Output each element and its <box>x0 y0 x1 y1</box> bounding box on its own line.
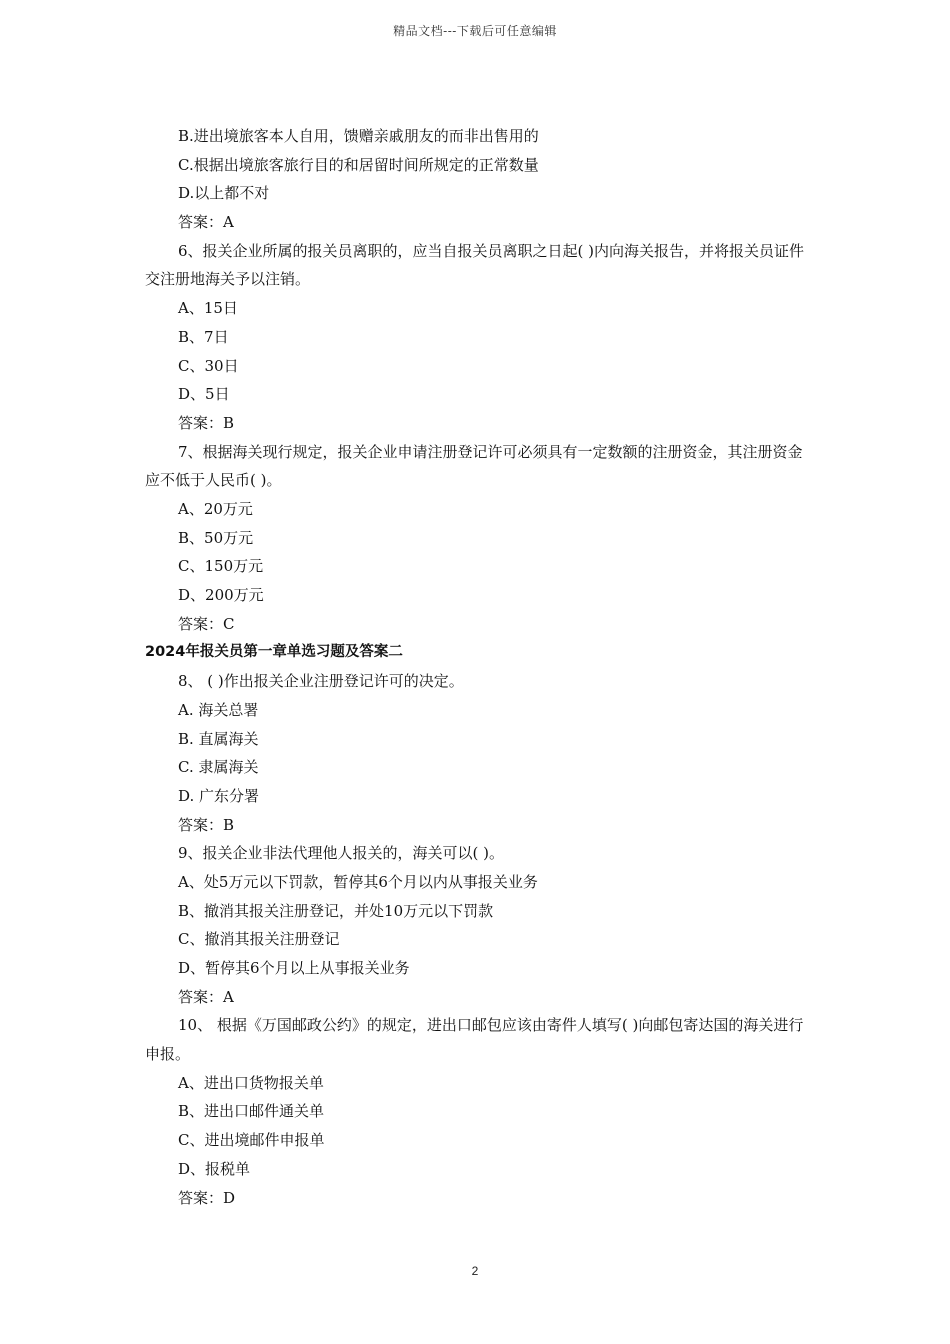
option-line: D、报税单 <box>178 1159 251 1178</box>
option-line: B、撤消其报关注册登记，并处10万元以下罚款 <box>178 901 494 920</box>
option-line: C. 隶属海关 <box>178 758 259 777</box>
option-line: B、7日 <box>178 327 229 346</box>
option-line: A、15日 <box>178 299 238 318</box>
option-line: D、5日 <box>178 385 230 404</box>
option-line: D. 广东分署 <box>178 786 260 805</box>
question-9: 9、报关企业非法代理他人报关的，海关可以( )。 <box>178 844 505 863</box>
answer-line: 答案：A <box>178 987 234 1006</box>
page-number: 2 <box>471 1264 479 1278</box>
option-line: A、20万元 <box>178 500 253 518</box>
answer-line: 答案：B <box>178 413 235 432</box>
option-line: C、150万元 <box>178 557 264 576</box>
answer-line: 答案：D <box>178 1188 236 1207</box>
question-10: 10、 根据《万国邮政公约》的规定，进出口邮包应该由寄件人填写( )向邮包寄达国的海关进行申报。 <box>145 1016 804 1064</box>
question-7: 7、根据海关现行规定，报关企业申请注册登记许可必须具有一定数额的注册资金，其注册资金应不低于人民币( )。 <box>145 442 803 490</box>
option-line: A、进出口货物报关单 <box>178 1073 324 1092</box>
question-8: 8、 ( )作出报关企业注册登记许可的决定。 <box>178 672 464 691</box>
option-line: C、30日 <box>178 356 239 375</box>
option-line: B. 直属海关 <box>178 729 259 748</box>
option-line: D、200万元 <box>178 586 264 605</box>
option-line: A. 海关总署 <box>178 700 259 719</box>
option-line: B、50万元 <box>178 528 254 547</box>
answer-line: 答案：B <box>178 815 235 834</box>
option-line: C、进出境邮件申报单 <box>178 1131 325 1150</box>
question-6: 6、报关企业所属的报关员离职的，应当自报关员离职之日起( )内向海关报告，并将报关员证件交注册地海关予以注销。 <box>145 241 805 289</box>
option-line: B、进出口邮件通关单 <box>178 1102 325 1121</box>
option-line: D、暂停其6个月以上从事报关业务 <box>178 959 410 977</box>
option-line: A、处5万元以下罚款，暂停其6个月以内从事报关业务 <box>178 872 538 891</box>
answer-line: 答案：A <box>178 213 234 232</box>
document-body <box>145 122 810 1212</box>
option-line: B.进出境旅客本人自用，馈赠亲戚朋友的而非出售用的 <box>178 127 539 145</box>
option-line: C.根据出境旅客旅行目的和居留时间所规定的正常数量 <box>178 155 539 174</box>
option-line: D.以上都不对 <box>178 184 270 203</box>
option-line: C、撤消其报关注册登记 <box>178 930 340 949</box>
answer-line: 答案：C <box>178 614 235 633</box>
page-header: 精品文档---下载后可任意编辑 <box>393 24 557 38</box>
section-heading: 2024年报关员第一章单选习题及答案二 <box>145 644 403 661</box>
